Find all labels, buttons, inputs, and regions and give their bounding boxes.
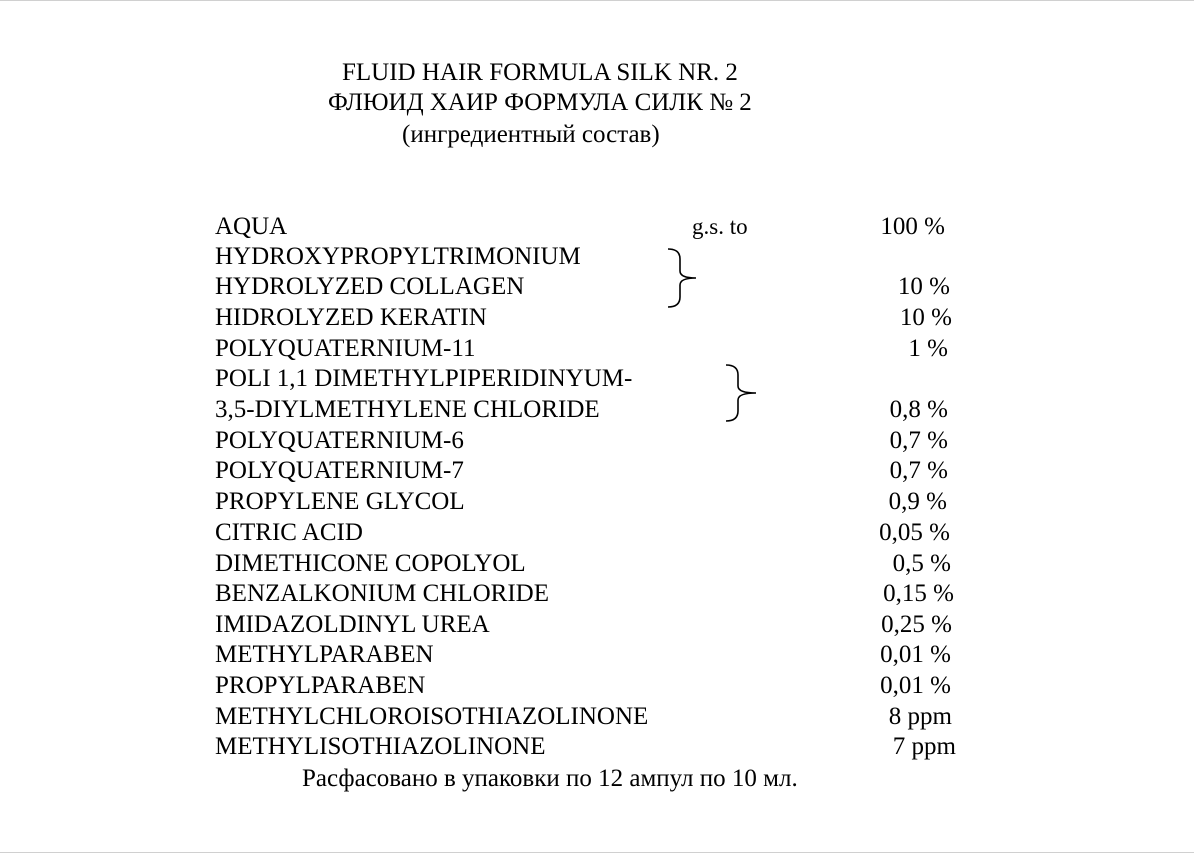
ingredient-amount: 0,25 %	[881, 611, 952, 638]
ingredient-row	[0, 518, 1194, 548]
ingredient-amount: 0,15 %	[883, 580, 954, 607]
ingredient-name: 3,5-DIYLMETHYLENE CHLORIDE	[215, 396, 600, 423]
ingredient-amount: 0,01 %	[880, 672, 951, 699]
ingredient-amount: 0,7 %	[889, 427, 948, 454]
ingredient-row	[0, 579, 1194, 609]
ingredient-row	[0, 395, 1194, 425]
ingredient-name: METHYLISOTHIAZOLINONE	[215, 733, 546, 760]
ingredient-row	[0, 272, 1194, 302]
ingredient-amount: 0,7 %	[889, 457, 948, 484]
qs-to-label: g.s. to	[692, 214, 748, 239]
ingredient-row	[0, 732, 1194, 762]
ingredient-name: METHYLCHLOROISOTHIAZOLINONE	[215, 703, 649, 730]
title-latin: FLUID HAIR FORMULA SILK NR. 2	[342, 59, 738, 86]
ingredient-row	[0, 640, 1194, 670]
ingredient-name: HYDROLYZED COLLAGEN	[215, 273, 525, 300]
grouping-brace	[664, 247, 704, 309]
ingredient-row	[0, 487, 1194, 517]
ingredient-amount: 7 ppm	[892, 733, 956, 760]
page-top-edge	[0, 0, 1194, 1]
ingredient-amount: 0,5 %	[892, 550, 951, 577]
ingredient-amount: 1 %	[908, 335, 948, 362]
ingredient-row	[0, 456, 1194, 486]
ingredient-name: POLI 1,1 DIMETHYLPIPERIDINYUM-	[215, 365, 633, 392]
ingredient-row	[0, 702, 1194, 732]
ingredient-name: POLYQUATERNIUM-11	[215, 335, 476, 362]
ingredient-name: PROPYLPARABEN	[215, 672, 426, 699]
packaging-note: Расфасовано в упаковки по 12 ампул по 10 мл.	[302, 765, 798, 792]
ingredient-name: HYDROXYPROPYLTRIMONIUM	[215, 243, 581, 270]
ingredient-row	[0, 364, 1194, 394]
ingredient-row	[0, 671, 1194, 701]
ingredient-name: DIMETHICONE COPOLYOL	[215, 550, 526, 577]
ingredient-name: IMIDAZOLDINYL UREA	[215, 611, 490, 638]
ingredient-row	[0, 334, 1194, 364]
ingredient-amount: 10 %	[897, 273, 950, 300]
ingredient-row	[0, 610, 1194, 640]
ingredient-amount: 0,01 %	[880, 641, 951, 668]
ingredient-name: METHYLPARABEN	[215, 641, 434, 668]
ingredient-amount: 0,05 %	[879, 519, 950, 546]
ingredient-amount: 10 %	[899, 304, 952, 331]
grouping-brace	[722, 363, 762, 423]
ingredient-name: BENZALKONIUM CHLORIDE	[215, 580, 549, 607]
ingredient-amount: 8 ppm	[888, 703, 952, 730]
ingredient-row	[0, 426, 1194, 456]
ingredient-amount: 100 %	[880, 213, 945, 240]
ingredient-name: PROPYLENE GLYCOL	[215, 488, 465, 515]
ingredient-row	[0, 549, 1194, 579]
ingredient-row	[0, 212, 1194, 242]
ingredient-name: POLYQUATERNIUM-6	[215, 427, 464, 454]
ingredient-amount: 0,9 %	[888, 488, 947, 515]
title-cyrillic: ФЛЮИД ХАИР ФОРМУЛА СИЛК № 2	[328, 89, 752, 116]
subtitle-ingredient-composition: (ингредиентный состав)	[402, 121, 660, 148]
ingredient-name: CITRIC ACID	[215, 519, 363, 546]
ingredient-name: AQUA	[215, 213, 288, 240]
ingredient-amount: 0,8 %	[889, 396, 948, 423]
ingredient-name: HIDROLYZED KERATIN	[215, 304, 487, 331]
ingredient-row	[0, 242, 1194, 272]
ingredient-row	[0, 303, 1194, 333]
ingredient-name: POLYQUATERNIUM-7	[215, 457, 464, 484]
